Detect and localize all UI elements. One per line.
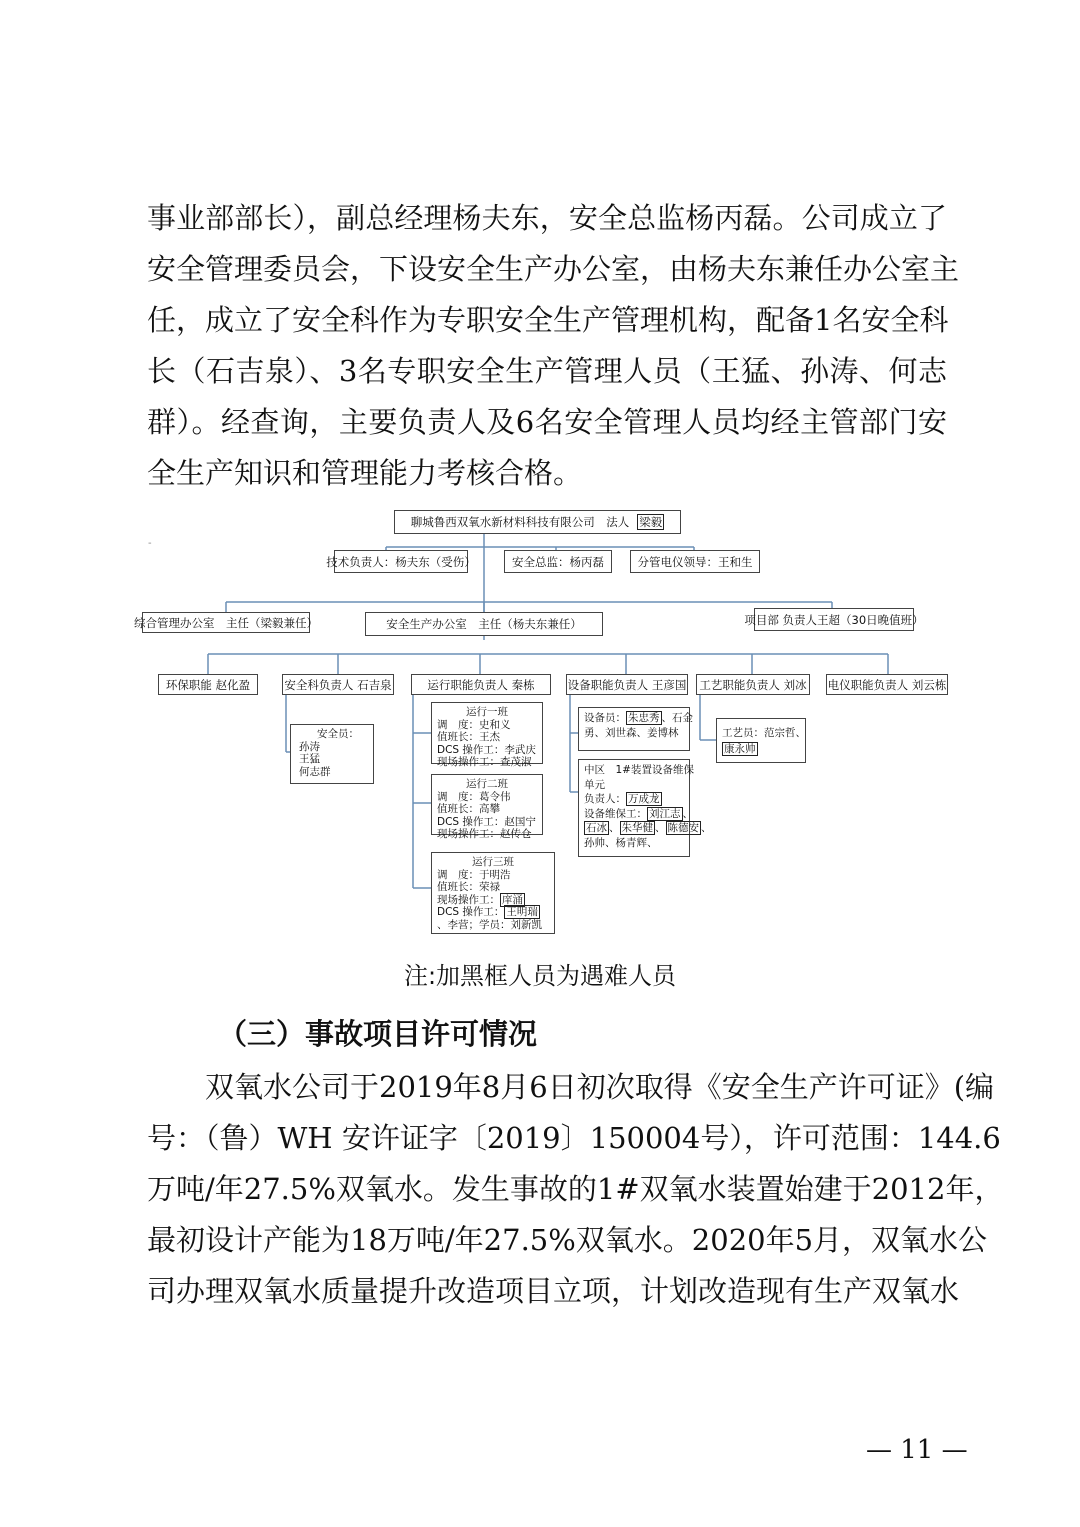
equipment-staff-rest-2: 勇、刘世森、姜博林	[584, 727, 679, 739]
electrical-lead-box: 分管电仪领导：王和生	[630, 550, 760, 573]
text-line: 群）。经查询，主要负责人及6名安全管理人员均经主管部门安	[147, 405, 947, 439]
safety-staff-name: 孙涛	[299, 740, 320, 753]
text-line: 司办理双氧水质量提升改造项目立项，计划改造现有生产双氧水	[147, 1274, 960, 1308]
shift-3-dcs-label: DCS 操作工：	[437, 906, 505, 919]
maintenance-staff-label: 设备维保工：	[584, 807, 647, 820]
text-line: 任，成立了安全科作为专职安全生产管理机构，配备1名安全科	[147, 303, 949, 337]
shift-1-title: 运行一班	[466, 706, 508, 718]
shift-3-box	[431, 852, 555, 934]
safety-section-box: 安全科负责人 石吉泉	[282, 674, 394, 695]
text-line: 万吨/年27.5%双氧水。发生事故的1#双氧水装置始建于2012年，	[147, 1172, 1004, 1206]
maintenance-staff-name: 朱华健	[621, 822, 653, 834]
operations-box: 运行职能负责人 秦栋	[411, 674, 551, 695]
process-staff-label: 工艺员：范宗哲、	[722, 727, 806, 739]
maintenance-unit-title: 中区 1#装置设备维保	[584, 764, 694, 776]
paragraph-2	[147, 1062, 1004, 1317]
shift-3-dispatch: 调 度：于明浩	[437, 868, 511, 881]
safety-office-box: 安全生产办公室 主任（杨夫东兼任）	[365, 612, 603, 636]
env-box: 环保职能 赵化盈	[158, 674, 258, 695]
section-heading: （三）事故项目许可情况	[218, 1017, 538, 1051]
shift-1-dispatch: 调 度：史和义	[437, 718, 511, 731]
maintenance-staff-name: 刘江志	[649, 807, 681, 820]
shift-1-dcs-label: DCS 操作工：	[437, 743, 505, 756]
shift-3-leader: 值班长：荣禄	[437, 881, 500, 894]
safety-staff-title: 安全员：	[317, 728, 359, 740]
text-line: 长（石吉泉）、3名专职安全生产管理人员（王猛、孙涛、何志	[147, 354, 947, 388]
shift-1-field: 查茂淑	[500, 756, 532, 769]
maintenance-unit-title-2: 单元	[584, 778, 605, 791]
maintenance-head-label: 负责人：	[584, 793, 626, 805]
general-office-box: 综合管理办公室 主任（梁毅兼任）	[142, 612, 310, 633]
shift-3-title: 运行三班	[472, 856, 514, 868]
shift-2-leader: 值班长：高攀	[437, 803, 500, 816]
text-line: 安全管理委员会，下设安全生产办公室，由杨夫东兼任办公室主	[147, 252, 960, 286]
shift-3-extra: 、李营；学员：刘新凯	[437, 918, 542, 931]
shift-3-field: 庠涌	[502, 893, 523, 906]
maintenance-staff-name: 石冰	[586, 822, 607, 834]
equipment-staff-rest: 、石金	[661, 712, 693, 724]
safety-staff-name: 何志群	[299, 765, 331, 778]
stray-mark: -	[148, 538, 152, 549]
equipment-staff-label: 设备员：	[584, 712, 626, 724]
safety-staff-box	[290, 724, 374, 784]
equipment-staff-name: 朱忠秀	[628, 712, 660, 724]
shift-1-dcs: 李武庆	[504, 743, 536, 756]
electrical-box: 电仪职能负责人 刘云栋	[826, 674, 948, 695]
shift-3-dcs: 王明瑞	[506, 906, 538, 919]
process-staff-box	[716, 718, 806, 763]
shift-2-dcs: DCS 操作工：赵国宁	[437, 815, 536, 828]
safety-director-box: 安全总监：杨丙磊	[504, 550, 612, 573]
shift-2-dispatch: 调 度：葛令伟	[437, 790, 511, 803]
process-staff-name: 康永帅	[724, 743, 756, 755]
text-line: 号：（鲁）WH 安许证字〔2019〕150004号），许可范围：144.6	[147, 1121, 1001, 1155]
maintenance-head: 万成龙	[628, 793, 660, 805]
text-line: 最初设计产能为18万吨/年27.5%双氧水。2020年5月，双氧水公	[147, 1223, 988, 1257]
shift-1-field-label: 现场操作工：	[437, 756, 500, 769]
project-dept-box: 项目部 负责人王超（30日晚值班）	[754, 608, 914, 631]
company-box	[394, 510, 681, 534]
legal-rep-name: 梁毅	[639, 515, 663, 529]
figure-caption: 注:加黑框人员为遇难人员	[403, 962, 677, 990]
text-line: 事业部部长），副总经理杨夫东，安全总监杨丙磊。公司成立了	[147, 201, 947, 235]
shift-1-box	[431, 702, 543, 769]
text-line: 双氧水公司于2019年8月6日初次取得《安全生产许可证》(编	[205, 1070, 995, 1104]
maintenance-staff-rest: 孙帅、杨青辉、	[584, 836, 658, 849]
tech-lead-box: 技术负责人：杨夫东（受伤）	[334, 550, 468, 573]
maintenance-unit-box: 中区 1#装置设备维保 单元 负责人： 万成龙 设备维保工： 刘江志 、 石冰 、 朱华健 、 陈德安 、 孙帅、杨青辉、	[578, 759, 690, 857]
equipment-staff-box	[578, 707, 693, 751]
text-line: 全生产知识和管理能力考核合格。	[147, 456, 583, 490]
shift-2-box	[431, 774, 543, 841]
shift-3-field-label: 现场操作工：	[437, 893, 500, 906]
company-label: 聊城鲁西双氧水新材料科技有限公司 法人	[410, 515, 630, 529]
shift-2-title: 运行二班	[466, 778, 508, 790]
equipment-box: 设备职能负责人 王彦国	[566, 674, 688, 695]
maintenance-staff-name: 陈德安	[667, 822, 699, 834]
safety-staff-name: 王猛	[299, 753, 320, 766]
shift-2-field: 现场操作工：赵传仓	[437, 828, 532, 841]
process-box: 工艺职能负责人 刘冰	[696, 674, 810, 695]
shift-1-leader: 值班长：王杰	[437, 731, 500, 744]
page-number: — 11 —	[866, 1435, 968, 1465]
